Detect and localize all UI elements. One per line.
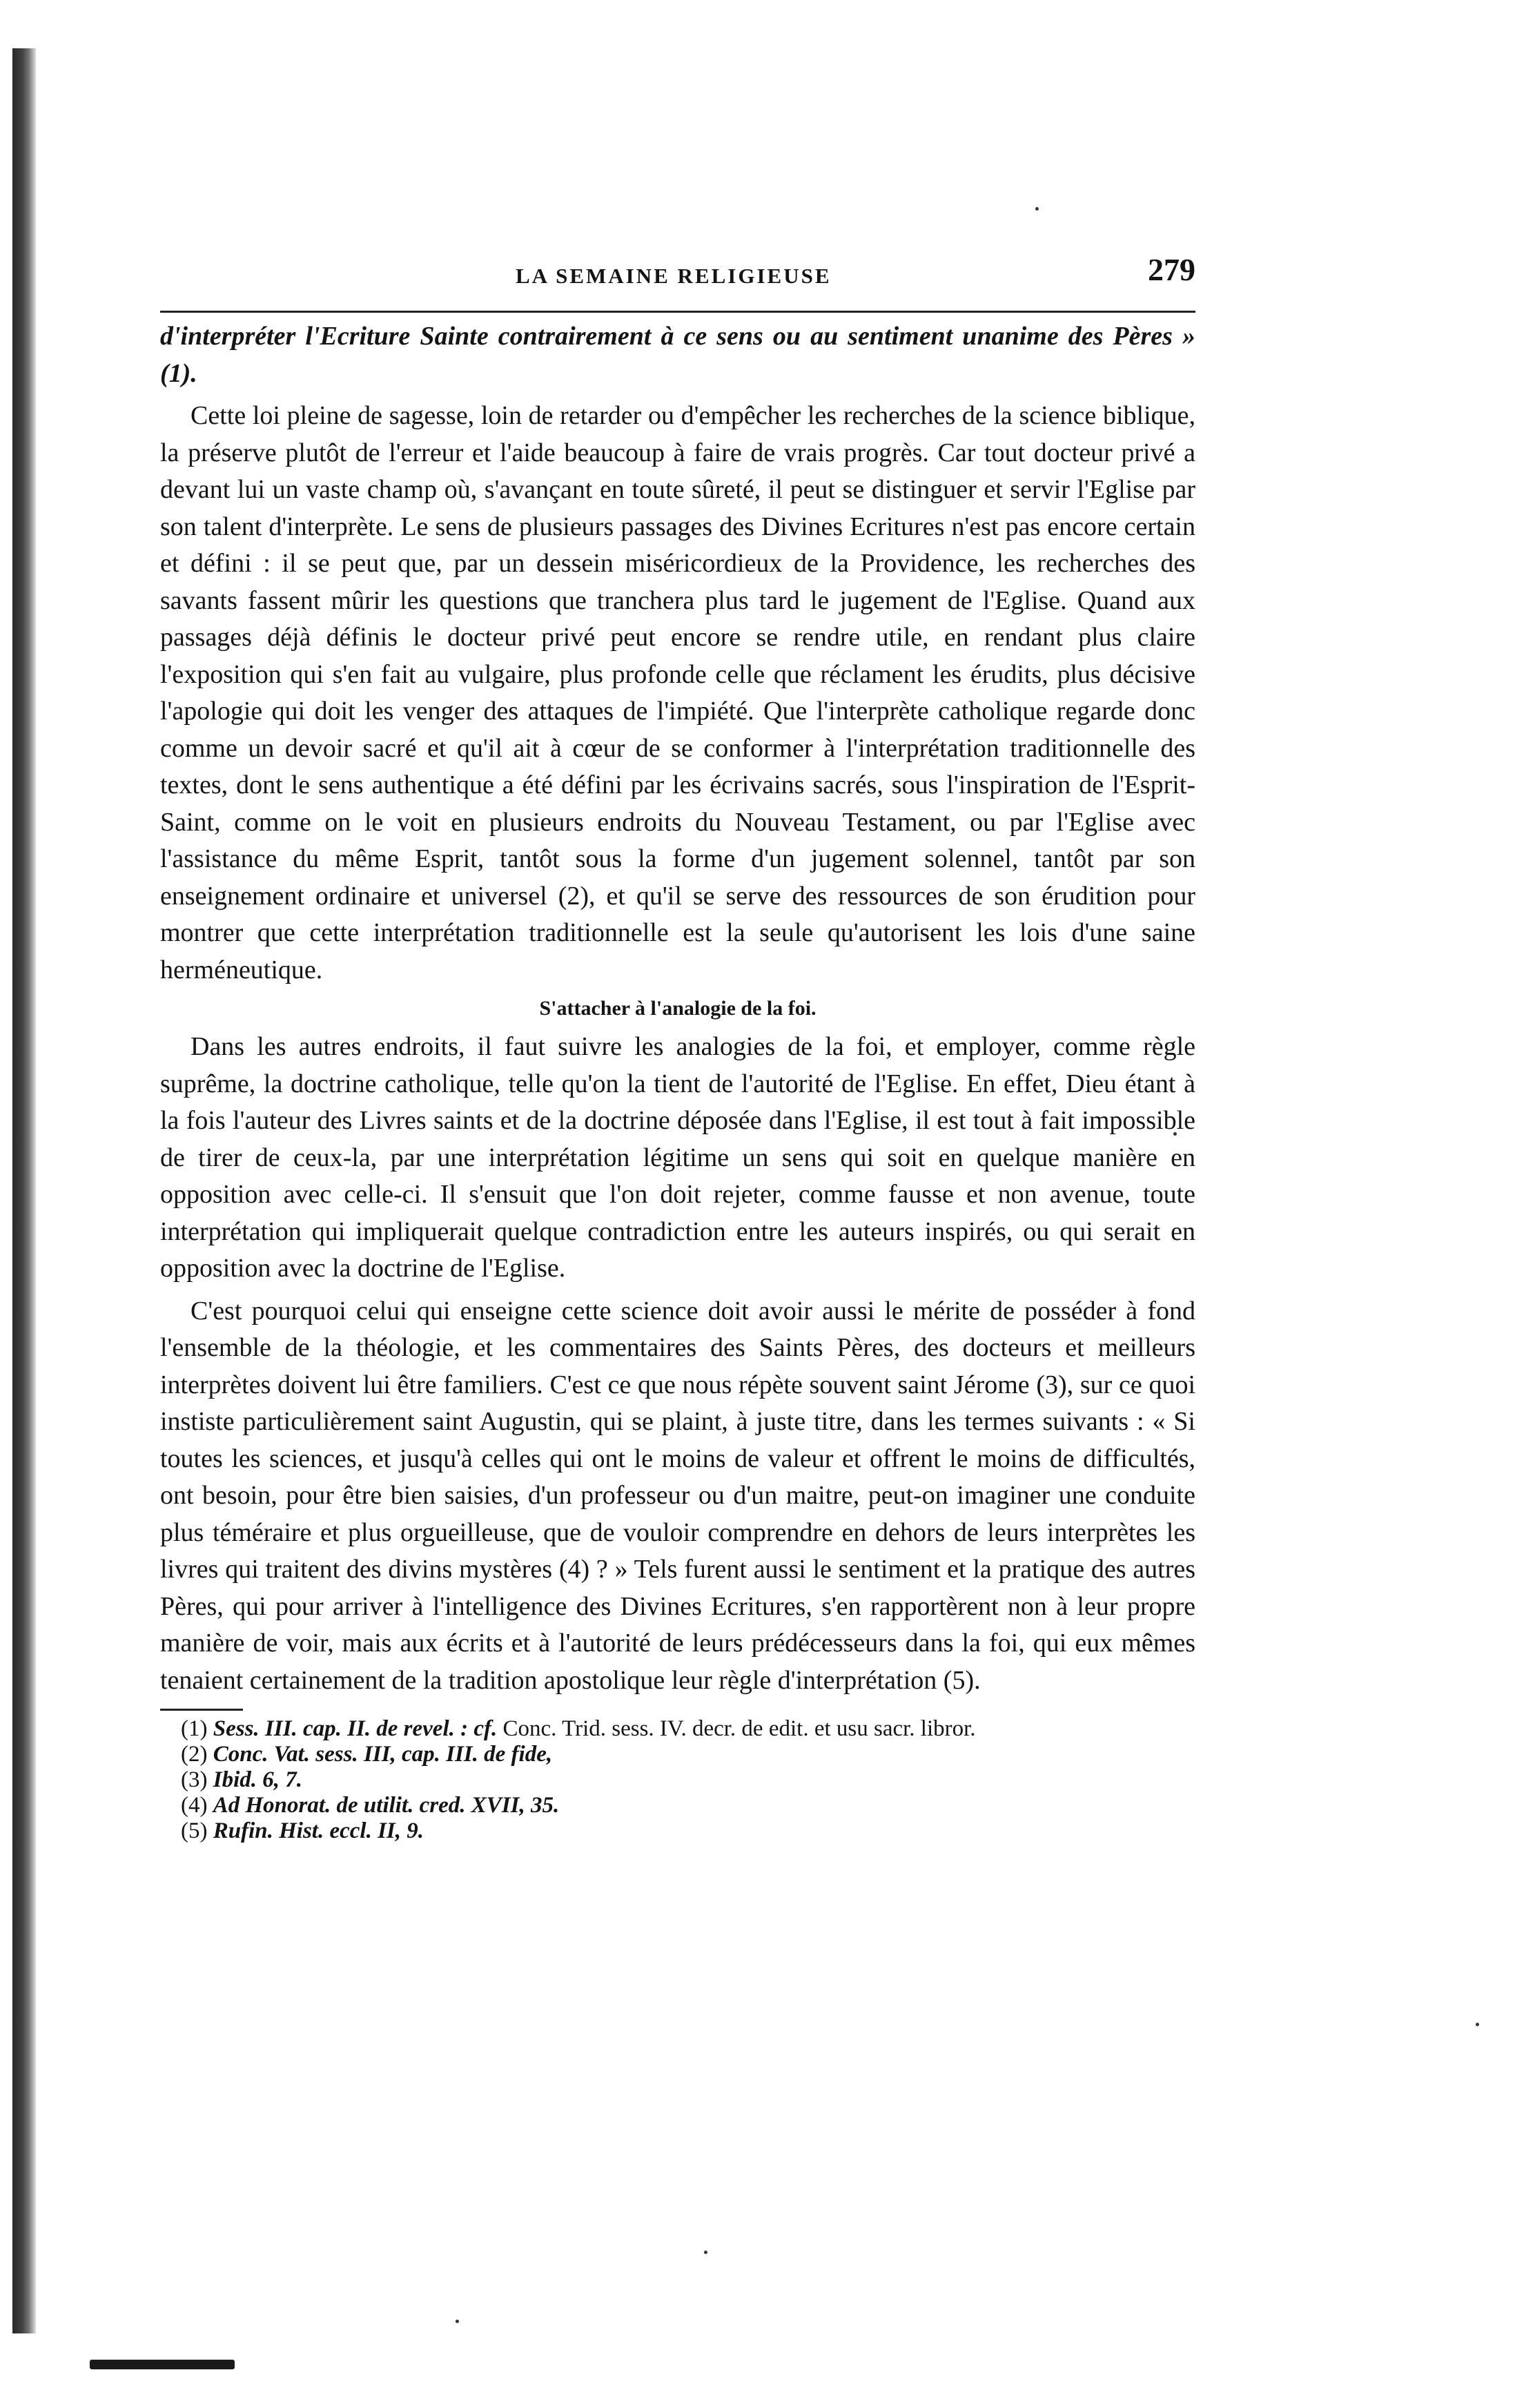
scan-smudge [90,2360,235,2369]
scan-speck [1035,207,1039,211]
paragraph-continuation: d'interpréter l'Ecriture Sainte contrairement à ce sens ou au sentiment unanime des Pères » (1). [160,322,1195,388]
footnotes [160,1716,1195,1844]
running-head [160,249,1195,311]
footnote-reference: Sess. III. cap. II. de revel. : cf. [213,1716,498,1741]
footnote-number: (1) [181,1716,208,1741]
footnote-number: (5) [181,1818,208,1843]
footnote-number: (2) [181,1742,208,1767]
footnote-reference: Rufin. Hist. eccl. II, 9. [213,1818,424,1843]
footnote [160,1742,1195,1767]
paragraph: Cette loi pleine de sagesse, loin de retarder ou d'empêcher les recherches de la science biblique, la préserve plutôt de l'erreur et l'aide beaucoup à faire de vrais progrès. Car tout docteur privé a devant lui un vaste champ où, s'avançant en toute sûreté, il peut se distinguer et servir l'Eglise par son talent d'interprète. Le sens de plusieurs passages des Divines Ecritures n'est pas encore certain et défini : il se peut que, par un dessein miséricordieux de la Providence, les recherches des savants fassent mûrir les questions que tranchera plus tard le jugement de l'Eglise. Quand aux passages déjà définis le docteur privé peut encore se rendre utile, en rendant plus claire l'exposition qui s'en fait au vulgaire, plus profonde celle que réclament les érudits, plus décisive l'apologie qui doit les venger des attaques de l'impiété. Que l'interprète catholique regarde donc comme un devoir sacré et qu'il ait à cœur de se conformer à l'interprétation traditionnelle des textes, dont le sens authentique a été défini par les écrivains sacrés, sous l'inspiration de l'Esprit-Saint, comme on le voit en plusieurs endroits du Nouveau Testament, ou par l'Eglise avec l'assistance du même Esprit, tantôt sous la forme d'un jugement solennel, tantôt par son enseignement ordinaire et universel (2), et qu'il se serve des ressources de son érudition pour montrer que cette interprétation traditionnelle est la seule qu'autorisent les lois d'une saine herméneutique. [160,401,1195,984]
footnote-reference: Ad Honorat. de utilit. cred. XVII, 35. [213,1793,560,1818]
paragraph: C'est pourquoi celui qui enseigne cette science doit avoir aussi le mérite de posséder à fond l'ensemble de la théologie, et les commentaires des Saints Pères, des docteurs et meilleurs interprètes doivent lui être familiers. C'est ce que nous répète souvent saint Jérome (3), sur ce quoi instiste particulièrement saint Augustin, qui se plaint, à juste titre, dans les termes suivants : « Si toutes les sciences, et jusqu'à celles qui ont le moins de valeur et offrent le moins de difficultés, ont besoin, pour être bien saisies, d'un professeur ou d'un maitre, peut-on imaginer une conduite plus téméraire et plus orgueilleuse, que de vouloir comprendre en dehors de leurs interprètes les livres qui traitent des divins mystères (4) ? » Tels furent aussi le sentiment et la pratique des autres Pères, qui pour arriver à l'intelligence des Divines Ecritures, s'en rapportèrent non à leur propre manière de voir, mais aux écrits et à l'autorité de leurs prédécesseurs dans la foi, qui eux mêmes tenaient certainement de la tradition apostolique leur règle d'interprétation (5). [160,1296,1195,1695]
document-page [160,249,1195,1844]
footnote [160,1818,1195,1844]
page-number: 279 [1148,252,1195,287]
footnote [160,1716,1195,1742]
footnote-reference: Conc. Vat. sess. III, cap. III. de fide, [213,1742,553,1767]
scan-binding-edge [12,48,36,2333]
footnote-reference: Ibid. 6, 7. [213,1767,302,1792]
scan-speck [456,2320,459,2323]
scan-speck [1476,2023,1479,2026]
section-subheading: S'attacher à l'analogie de la foi. [539,997,817,1020]
footnote-rule [160,1709,243,1711]
footnote-text: Conc. Trid. sess. IV. decr. de edit. et usu sacr. libror. [502,1716,976,1741]
running-title: LA SEMAINE RELIGIEUSE [516,264,832,288]
footnote-number: (3) [181,1767,208,1792]
header-rule [160,311,1195,313]
footnote [160,1767,1195,1793]
footnote-number: (4) [181,1793,208,1818]
footnote [160,1793,1195,1818]
paragraph: Dans les autres endroits, il faut suivre les analogies de la foi, et employer, comme règle suprême, la doctrine catholique, telle qu'on la tient de l'autorité de l'Eglise. En effet, Dieu étant à la fois l'auteur des Livres saints et de la doctrine déposée dans l'Eglise, il est tout à fait impossible de tirer de ceux-la, par une interprétation légitime un sens qui soit en quelque manière en opposition avec celle-ci. Il s'ensuit que l'on doit rejeter, comme fausse et non avenue, toute interprétation qui impliquerait quelque contradiction entre les auteurs inspirés, ou qui serait en opposition avec la doctrine de l'Eglise. [160,1032,1195,1283]
scan-speck [704,2251,707,2254]
